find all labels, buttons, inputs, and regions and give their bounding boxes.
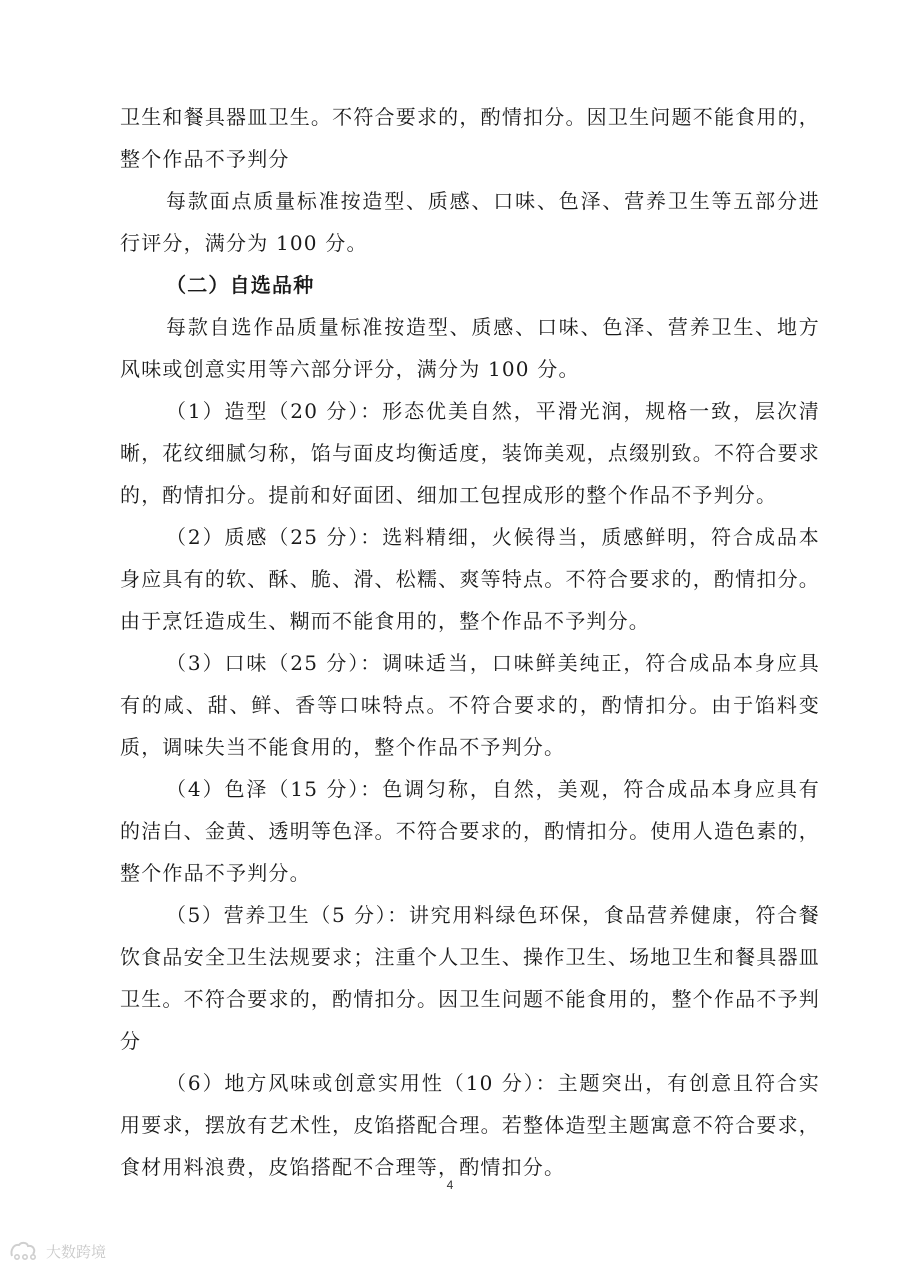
paragraph: 卫生和餐具器皿卫生。不符合要求的，酌情扣分。因卫生问题不能食用的，整个作品不予判分	[120, 105, 820, 171]
criterion-taste: （3）口味（25 分）：调味适当，口味鲜美纯正，符合成品本身应具有的咸、甜、鲜、香等口味特点。不符合要求的，酌情扣分。由于馅料变质，调味失当不能食用的，整个作品不予判分。	[120, 651, 820, 759]
brand-logo-icon	[8, 1240, 42, 1262]
criterion-creativity: （6）地方风味或创意实用性（10 分）：主题突出，有创意且符合实用要求，摆放有艺术性，皮馅搭配合理。若整体造型主题寓意不符合要求，食材用料浪费，皮馅搭配不合理等，酌情扣分。	[120, 1071, 820, 1179]
criterion-color: （4）色泽（15 分）：色调匀称，自然，美观，符合成品本身应具有的洁白、金黄、透明等色泽。不符合要求的，酌情扣分。使用人造色素的，整个作品不予判分。	[120, 777, 820, 885]
paragraph: 每款面点质量标准按造型、质感、口味、色泽、营养卫生等五部分进行评分，满分为 100 分。	[120, 189, 820, 255]
watermark	[8, 1240, 106, 1262]
page-number: 4	[446, 1178, 454, 1192]
criterion-shape: （1）造型（20 分）：形态优美自然，平滑光润，规格一致，层次清晰，花纹细腻匀称，馅与面皮均衡适度，装饰美观，点缀别致。不符合要求的，酌情扣分。提前和好面团、细加工包捏成形的整个作品不予判分。	[120, 399, 820, 507]
criterion-hygiene: （5）营养卫生（5 分）：讲究用料绿色环保，食品营养健康，符合餐饮食品安全卫生法规要求；注重个人卫生、操作卫生、场地卫生和餐具器皿卫生。不符合要求的，酌情扣分。因卫生问题不能食用的，整个作品不予判分	[120, 903, 820, 1053]
document-body	[120, 96, 820, 1188]
watermark-text: 大数跨境	[46, 1242, 107, 1261]
paragraph: 每款自选作品质量标准按造型、质感、口味、色泽、营养卫生、地方风味或创意实用等六部分评分，满分为 100 分。	[120, 315, 820, 381]
section-heading: （二）自选品种	[166, 273, 315, 297]
criterion-texture: （2）质感（25 分）：选料精细，火候得当，质感鲜明，符合成品本身应具有的软、酥、脆、滑、松糯、爽等特点。不符合要求的，酌情扣分。由于烹饪造成生、糊而不能食用的，整个作品不予判分。	[120, 525, 820, 633]
